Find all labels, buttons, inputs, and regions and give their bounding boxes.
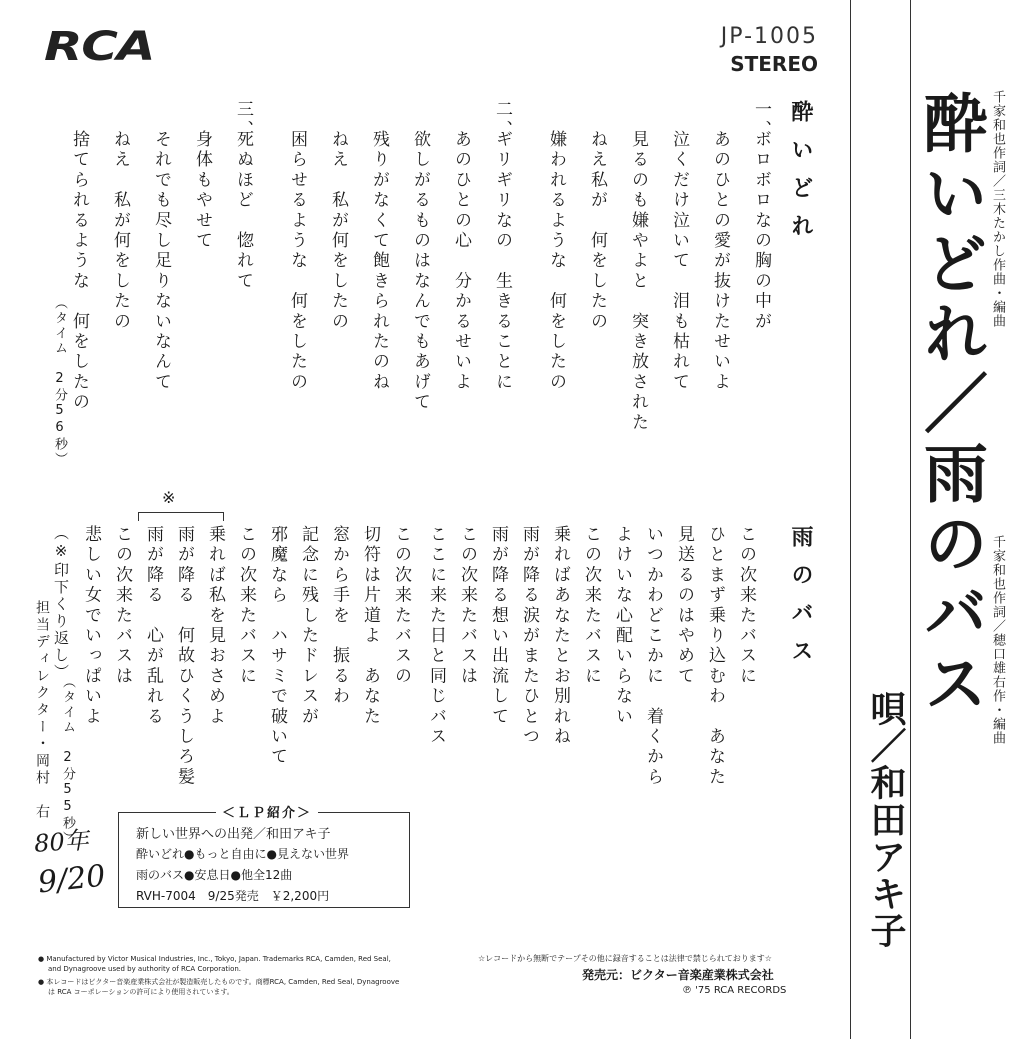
lp-line: 酔いどれ●もっと自由に●見えない世界 [136,847,349,861]
lyric-line: それでも尽し足りないなんて [151,130,171,393]
catalog-number: JP-1005 [720,24,818,49]
lyric-line: あのひとの心 分かるせいよ [451,130,471,393]
lyric-line: いつかわどこかに 着くから [643,525,663,788]
lyric-line: この次来たバスに [736,525,756,687]
lyric-line: ねえ 私が何をしたの [110,130,130,332]
lyric-line: あのひとの愛が抜けたせいよ [710,130,730,393]
song2-repeat-note: （※印下くり返し） [52,525,70,681]
singer-credit: 唄／和田アキ子 [865,690,906,949]
lyric-line: 残りがなくて飽きられたのね [369,130,389,393]
divider [850,0,851,1039]
song1-verse1-marker: 一、 [751,100,771,141]
song1-verse3-marker: 三、 [233,100,253,141]
footer-japanese-1: ● 本レコードはビクター音楽産業株式会社が製造販売したものです。商標RCA, Camden, Red Seal, Dynagroove [38,978,400,986]
lyric-line: 邪魔なら ハサミで破いて [267,525,287,768]
lyric-line: よけいな心配いらない [612,525,632,727]
lyric-line: 雨が降る想い出流して [488,525,508,727]
seller: 発売元：ビクター音楽産業株式会社 [582,968,774,982]
lyric-line: 雨が降る 何故ひくうしろ髪 [174,525,194,788]
repeat-bracket [138,512,224,521]
repeat-mark: ※ [162,488,176,507]
main-title: 酔いどれ／雨のバス [913,90,987,720]
lyric-line: ボロボロなの胸の中が [751,130,771,332]
lyric-line: 欲しがるものはなんでもあげて [410,130,430,413]
song2-credit: 千家和也作詞／穂口雄右作・編曲 [990,535,1005,745]
rca-logo: RCA [44,24,155,70]
lyric-line: 悲しい女でいっぱいよ [81,525,101,727]
stereo-label: STEREO [730,52,818,76]
song2-title: 雨のバス [788,525,814,677]
lyric-line: この次来たバスは [457,525,477,687]
footer-japanese-2: は RCA コーポレーションの許可により使用されています。 [48,988,234,996]
lyric-line: この次来たバスに [581,525,601,687]
lyric-line: 死ぬほど 惚れて [233,130,253,292]
lyric-line: この次来たバスの [391,525,411,687]
lyric-line: この次来たバスは [112,525,132,687]
lyric-line: ここに来た日と同じバス [426,525,446,748]
director-credit: 担当ディレクター・岡村 右 [34,600,50,821]
lyric-line: 泣くだけ泣いて 泪も枯れて [669,130,689,393]
song1-verse2-marker: 二、 [492,100,512,141]
lp-line: 雨のバス●安息日●他全12曲 [136,868,293,882]
song1-time: （タイム 2分56秒） [52,296,67,467]
lyric-line: 乗れば私を見おさめよ [205,525,225,727]
footer-english-1: ● Manufactured by Victor Musical Industries, Inc., Tokyo, Japan. Trademarks RCA, Camden, Red Seal, [38,955,391,963]
lyric-line: 見るのも嫌やよと 突き放された [628,130,648,433]
copy-notice: ☆レコードから無断でテープその他に録音することは法律で禁じられております☆ [478,954,772,963]
lyric-line: 記念に残したドレスが [298,525,318,727]
song1-credit: 千家和也作詞／三木たかし作曲・編曲 [990,90,1005,328]
lyric-line: 切符は片道よ あなた [360,525,380,727]
lyric-line: 嫌われるような 何をしたの [546,130,566,393]
lyric-line: 雨が降る 心が乱れる [143,525,163,727]
lp-heading: ＜ＬＰ紹介＞ [216,802,318,821]
lyric-line: 雨が降る涙がまたひとつ [519,525,539,748]
song2-time: （タイム 2分55秒） [60,675,75,846]
handwritten-year: 80年 [33,826,90,858]
song1-title: 酔いどれ [788,100,814,252]
lyric-line: ギリギリなの 生きることに [492,130,512,393]
lyric-line: ねえ私が 何をしたの [587,130,607,332]
lp-line: RVH-7004 9/25発売 ￥2,200円 [136,889,330,903]
lyric-line: ねえ 私が何をしたの [328,130,348,332]
lyric-line: ひとまず乗り込むわ あなた [705,525,725,788]
footer-english-2: and Dynagroove used by authority of RCA Corporation. [48,965,242,973]
lyric-line: 身体もやせて [192,130,212,252]
lyric-line: 乗ればあなたとお別れね [550,525,570,748]
lyric-line: 見送るのはやめて [674,525,694,687]
copyright: ℗ '75 RCA RECORDS [682,985,787,996]
lyric-line: 捨てられるような 何をしたの [69,130,89,413]
lyric-line: この次来たバスに [236,525,256,687]
lyric-line: 困らせるような 何をしたの [287,130,307,393]
lyric-line: 窓から手を 振るわ [329,525,349,707]
handwritten-date: 9/20 [36,858,108,901]
lp-line: 新しい世界への出発／和田アキ子 [136,827,331,842]
